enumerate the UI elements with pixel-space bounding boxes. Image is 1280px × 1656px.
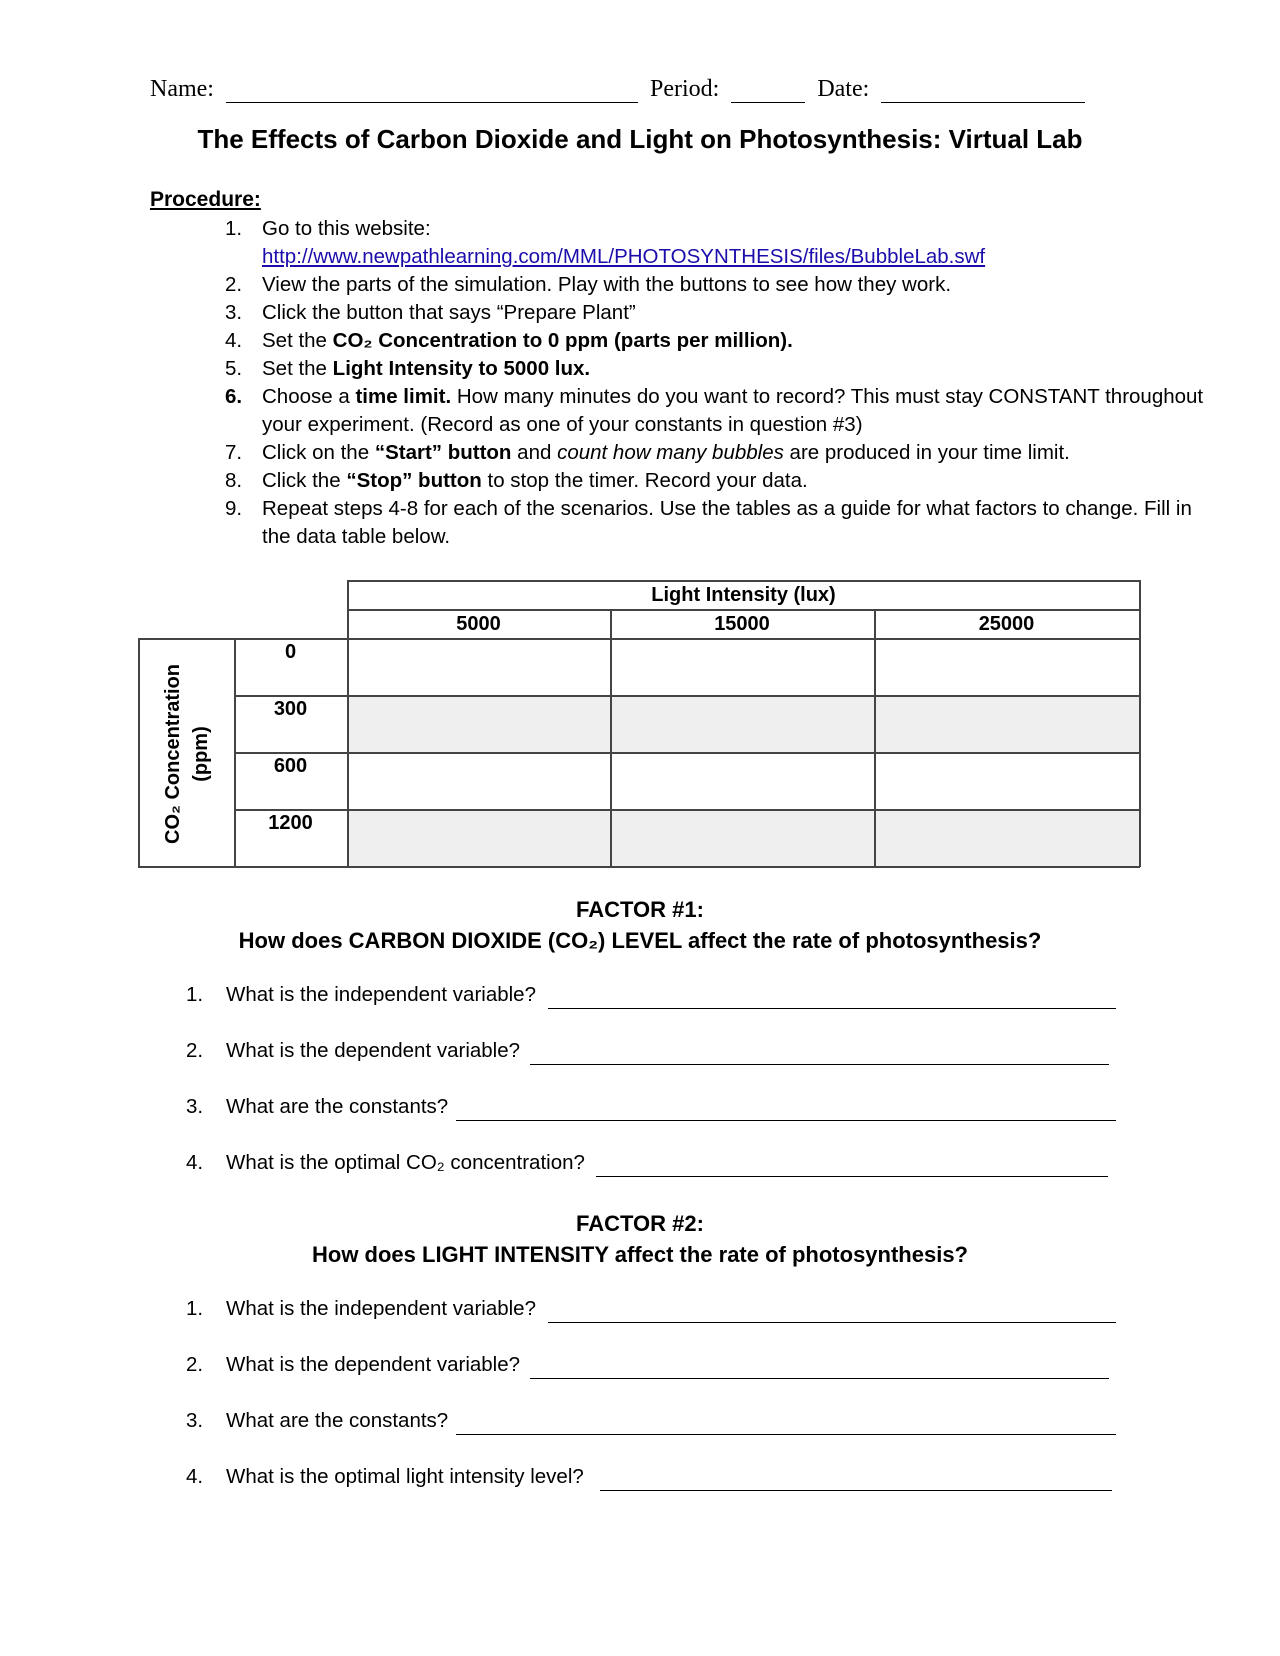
- step-text: Click the button that says “Prepare Plant”: [262, 301, 636, 324]
- co2-label-line2: (ppm): [190, 725, 212, 782]
- step-text: Set the: [262, 329, 333, 352]
- step-number: 6.: [225, 385, 243, 408]
- factor1-question-2: [186, 1039, 520, 1063]
- question-number: 1.: [186, 1297, 204, 1320]
- date-field[interactable]: [881, 78, 1085, 103]
- co2-concentration-label: [139, 639, 235, 868]
- step-text: Repeat steps 4-8 for each of the scenarios. Use the tables as a guide for what factors to change. Fill in the data table below.: [262, 497, 1192, 548]
- answer-blank[interactable]: [548, 1008, 1116, 1009]
- question-number: 1.: [186, 983, 204, 1006]
- procedure-step-1: [220, 215, 1220, 271]
- row-label-300: 300: [273, 698, 308, 720]
- date-label: Date:: [817, 76, 870, 102]
- step-text-bold: time limit.: [355, 385, 452, 408]
- table-row-shade: [347, 696, 1139, 752]
- step-text: Go to this website:: [262, 217, 431, 240]
- procedure-step-3: [220, 299, 1220, 327]
- factor2-header: [0, 1208, 1280, 1270]
- factor1-question-3: [186, 1095, 448, 1119]
- student-info-header: [150, 76, 1091, 103]
- step-number: 1.: [225, 217, 243, 240]
- factor1-question-1: [186, 983, 536, 1007]
- question-number: 2.: [186, 1353, 204, 1376]
- answer-blank[interactable]: [600, 1490, 1112, 1491]
- column-header-15000: 15000: [714, 613, 770, 635]
- table-row-shade: [347, 810, 1139, 866]
- period-field[interactable]: [731, 78, 805, 103]
- table-border: [1139, 580, 1141, 867]
- step-text: View the parts of the simulation. Play with the buttons to see how they work.: [262, 273, 952, 296]
- name-field[interactable]: [226, 78, 638, 103]
- procedure-step-8: [220, 467, 1220, 495]
- step-text: How many minutes do you want to record? This must stay CONSTANT throughout your experiment. (Record as one of your constants in question #3): [262, 385, 1204, 436]
- table-border: [610, 609, 612, 867]
- step-number: 2.: [225, 273, 243, 296]
- answer-blank[interactable]: [530, 1378, 1109, 1379]
- answer-blank[interactable]: [456, 1120, 1116, 1121]
- question-text: What are the constants?: [226, 1409, 449, 1432]
- question-number: 3.: [186, 1409, 204, 1432]
- step-text: Choose a: [262, 385, 356, 408]
- factor2-question-2: [186, 1353, 520, 1377]
- page-title: The Effects of Carbon Dioxide and Light on Photosynthesis: Virtual Lab: [197, 124, 1083, 154]
- question-number: 2.: [186, 1039, 204, 1062]
- answer-blank[interactable]: [456, 1434, 1116, 1435]
- factor2-question-1: [186, 1297, 536, 1321]
- step-number: 3.: [225, 301, 243, 324]
- step-text: and: [511, 441, 558, 464]
- factor1-heading: FACTOR #1:: [576, 897, 704, 922]
- table-border: [138, 866, 1140, 868]
- step-text: are produced in your time limit.: [783, 441, 1070, 464]
- answer-blank[interactable]: [596, 1176, 1108, 1177]
- column-header-25000: 25000: [978, 613, 1035, 635]
- question-text: What are the constants?: [226, 1095, 449, 1118]
- procedure-heading: Procedure:: [150, 188, 261, 211]
- question-number: 4.: [186, 1465, 204, 1488]
- factor1-question: How does CARBON DIOXIDE (CO₂) LEVEL affect the rate of photosynthesis?: [238, 928, 1042, 953]
- step-number: 8.: [225, 469, 243, 492]
- step-text-bold: Light Intensity to 5000 lux.: [332, 357, 591, 380]
- procedure-step-7: [220, 439, 1220, 467]
- procedure-step-9: [220, 495, 1220, 551]
- answer-blank[interactable]: [530, 1064, 1109, 1065]
- step-number: 9.: [225, 497, 243, 520]
- co2-label-line1: CO₂ Concentration: [162, 663, 184, 844]
- table-border: [138, 638, 1140, 640]
- table-border: [874, 609, 876, 867]
- factor2-question-4: [186, 1465, 584, 1489]
- factor1-header: [0, 894, 1280, 956]
- question-number: 3.: [186, 1095, 204, 1118]
- step-text-bold: “Start” button: [374, 441, 512, 464]
- step-text: Click on the: [262, 441, 375, 464]
- table-border: [234, 752, 1140, 754]
- step-text-bold: “Stop” button: [346, 469, 482, 492]
- table-border: [234, 695, 1140, 697]
- question-text: What is the optimal light intensity level?: [226, 1465, 584, 1488]
- factor2-question-3: [186, 1409, 448, 1433]
- question-text: What is the dependent variable?: [226, 1039, 521, 1062]
- factor1-question-4: [186, 1151, 585, 1175]
- question-text: What is the independent variable?: [226, 983, 536, 1006]
- row-label-1200: 1200: [268, 812, 313, 834]
- step-text: to stop the timer. Record your data.: [481, 469, 808, 492]
- procedure-steps: [220, 215, 1220, 551]
- light-intensity-header: Light Intensity (lux): [651, 584, 836, 606]
- step-number: 4.: [225, 329, 243, 352]
- answer-blank[interactable]: [548, 1322, 1116, 1323]
- question-text: What is the dependent variable?: [226, 1353, 521, 1376]
- column-header-5000: 5000: [456, 613, 501, 635]
- step-number: 7.: [225, 441, 243, 464]
- step-text-italic: count how many bubbles: [557, 441, 784, 464]
- period-label: Period:: [649, 76, 720, 102]
- question-text: What is the optimal CO₂ concentration?: [226, 1151, 585, 1174]
- factor2-heading: FACTOR #2:: [576, 1211, 704, 1236]
- step-text-bold: CO₂ Concentration to 0 ppm (parts per million).: [332, 329, 793, 352]
- step-number: 5.: [225, 357, 243, 380]
- step-text: Set the: [262, 357, 333, 380]
- simulation-link[interactable]: http://www.newpathlearning.com/MML/PHOTOSYNTHESIS/files/BubbleLab.swf: [262, 245, 986, 268]
- factor2-question: How does LIGHT INTENSITY affect the rate of photosynthesis?: [312, 1242, 968, 1267]
- row-label-0: 0: [284, 641, 297, 663]
- procedure-step-4: [220, 327, 1220, 355]
- question-text: What is the independent variable?: [226, 1297, 536, 1320]
- question-number: 4.: [186, 1151, 204, 1174]
- row-label-600: 600: [273, 755, 308, 777]
- procedure-step-6: [220, 383, 1220, 439]
- name-label: Name:: [150, 76, 214, 102]
- step-text: Click the: [262, 469, 347, 492]
- procedure-step-2: [220, 271, 1220, 299]
- procedure-step-5: [220, 355, 1220, 383]
- table-border: [234, 809, 1140, 811]
